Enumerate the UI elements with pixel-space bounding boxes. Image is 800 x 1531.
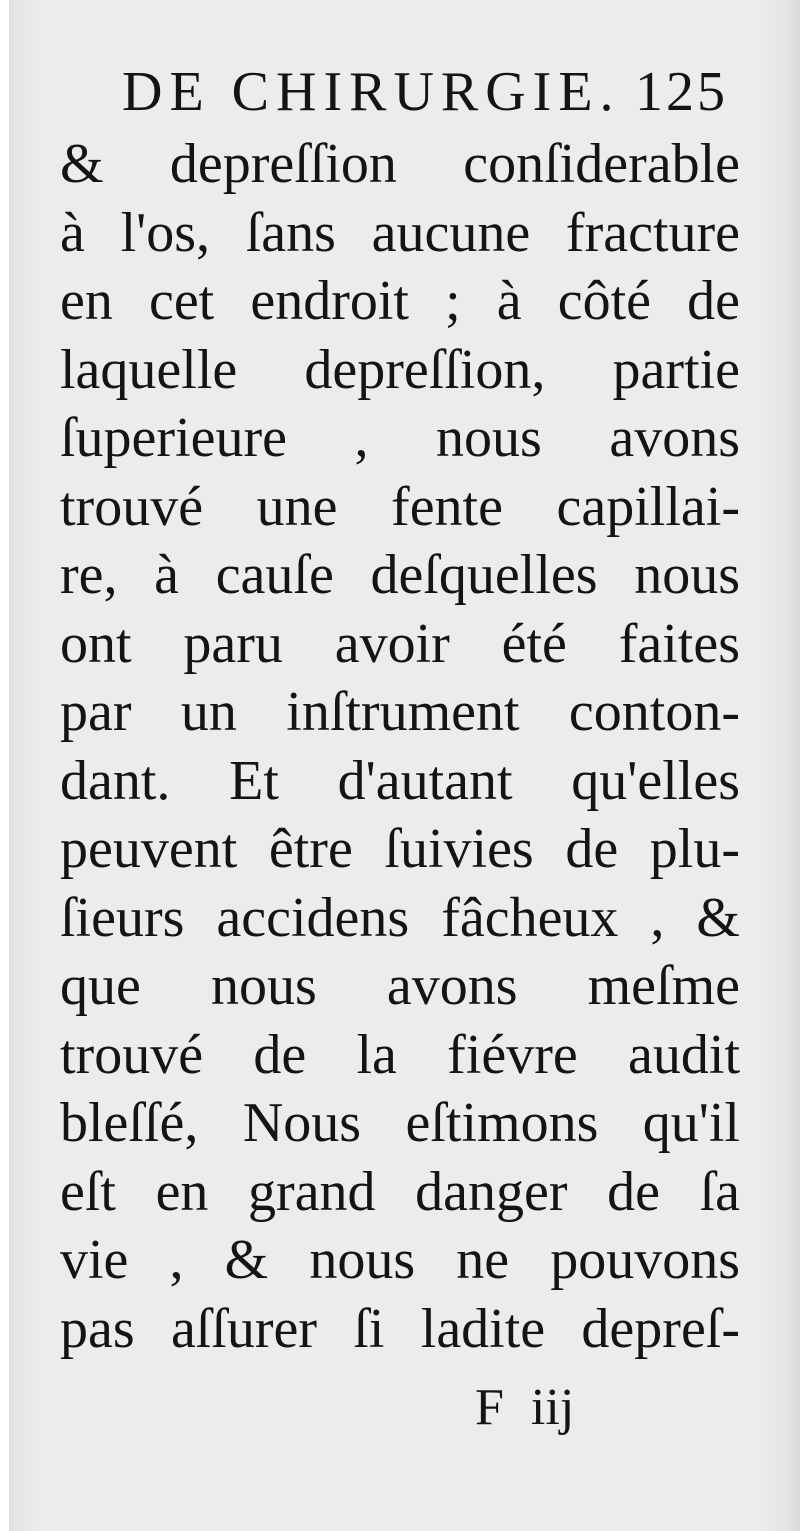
text-line: trouvé une fente capillai-	[60, 475, 740, 538]
text-line: eſt en grand danger de ſa	[60, 1160, 740, 1223]
text-line: peuvent être ſuivies de plu-	[60, 818, 740, 880]
text-line: en cet endroit ; à côté de	[60, 270, 740, 332]
text-line: à l'os, ſans aucune fracture	[60, 201, 740, 264]
body-text	[60, 130, 740, 1363]
running-head-title: DE CHIRURGIE.	[122, 61, 621, 123]
text-line: ſuperieure , nous avons	[60, 407, 740, 469]
text-line: laquelle depreſſion, partie	[60, 338, 740, 401]
text-line: & depreſſion conſiderable	[60, 133, 740, 195]
text-line: ſieurs accidens fâcheux , &	[60, 886, 740, 949]
signature-mark: F iij	[475, 1379, 575, 1436]
text-line: vie , & nous ne pouvons	[60, 1229, 740, 1291]
text-line: ont paru avoir été faites	[60, 612, 740, 675]
text-line: trouvé de la fiévre audit	[60, 1023, 740, 1086]
text-line: re, à cauſe deſquelles nous	[60, 544, 740, 606]
text-line: par un inſtrument conton-	[60, 681, 740, 743]
signature-mark-row	[0, 1378, 800, 1438]
page-left-margin	[0, 0, 9, 1531]
text-line: que nous avons meſme	[60, 955, 740, 1017]
page-number: 125	[635, 61, 728, 123]
text-line: bleſſé, Nous eſtimons qu'il	[60, 1092, 740, 1154]
text-line: pas aſſurer ſi ladite depreſ-	[60, 1297, 740, 1360]
running-head	[0, 60, 800, 130]
text-line: dant. Et d'autant qu'elles	[60, 749, 740, 812]
